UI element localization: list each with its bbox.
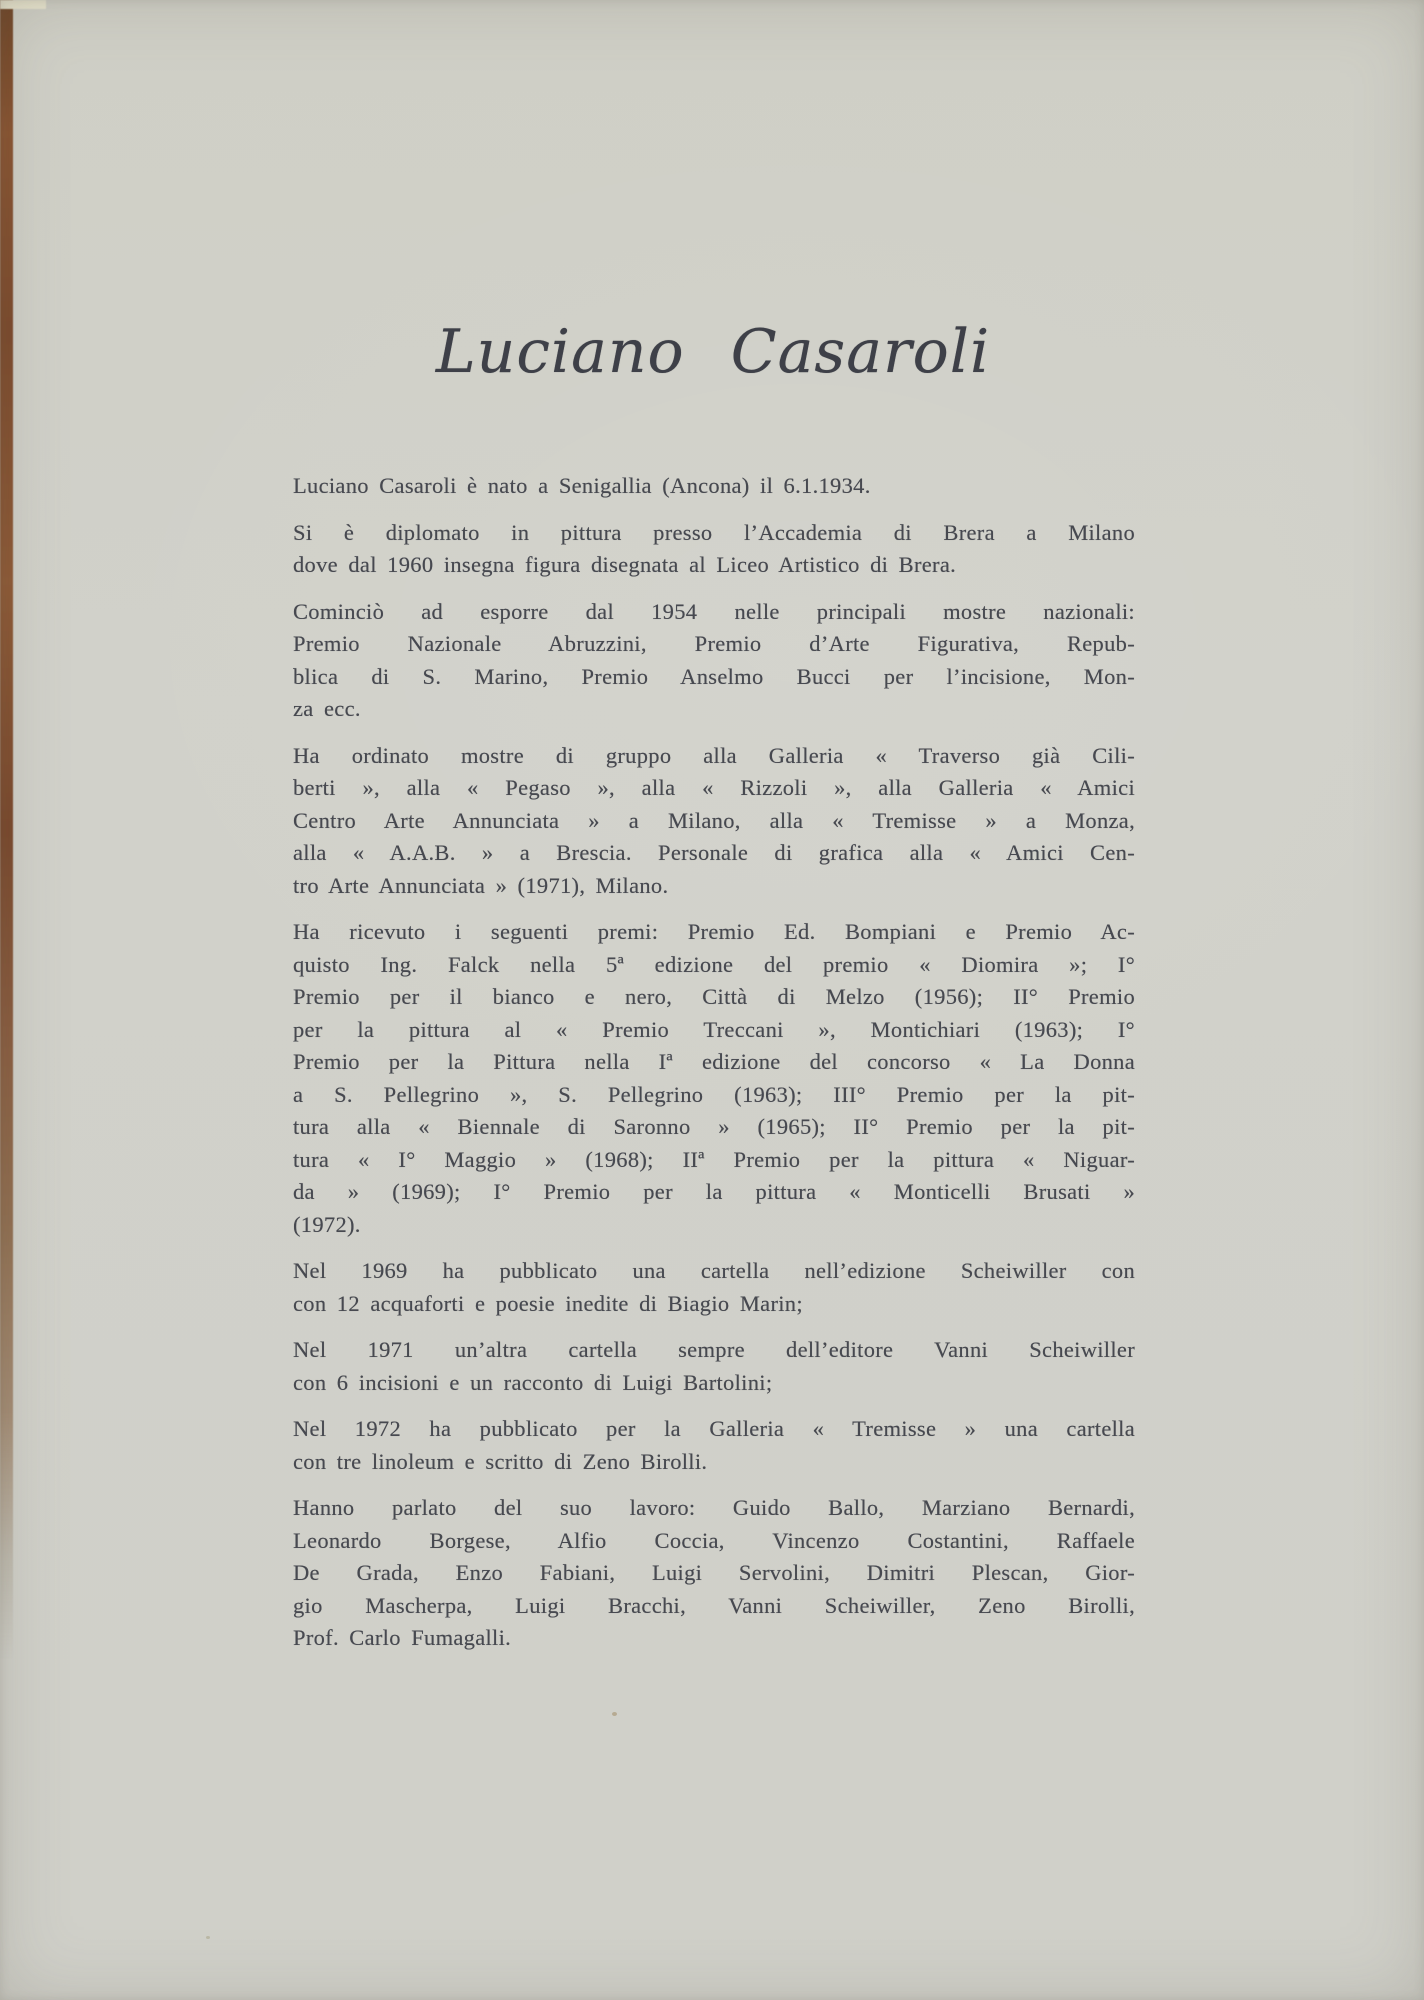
scan-corner-notch [0, 0, 46, 9]
text-line: De Grada, Enzo Fabiani, Luigi Servolini, Dimitri Plescan, Gior- [293, 1560, 1135, 1585]
scan-speck [206, 1936, 210, 1939]
text-line: con tre linoleum e scritto di Zeno Birolli. [293, 1448, 708, 1474]
text-line: Cominciò ad esporre dal 1954 nelle principali mostre nazionali: [293, 598, 1135, 624]
paragraph [293, 1492, 1135, 1655]
text-line: a S. Pellegrino », S. Pellegrino (1963); III° Premio per la pit- [293, 1081, 1135, 1107]
text-line: Leonardo Borgese, Alfio Coccia, Vincenzo Costantini, Raffaele [293, 1527, 1135, 1553]
paragraph [293, 470, 1135, 503]
text-line: Hanno parlato del suo lavoro: Guido Ballo, Marziano Bernardi, [293, 1495, 1135, 1520]
text-line: Premio per il bianco e nero, Città di Melzo (1956); II° Premio [293, 984, 1135, 1009]
text-line: per la pittura al « Premio Treccani », Montichiari (1963); I° [293, 1016, 1135, 1042]
text-line: blica di S. Marino, Premio Anselmo Bucci per l’incisione, Mon- [293, 663, 1135, 689]
text-line: Nel 1969 ha pubblicato una cartella nell’edizione Scheiwiller con [293, 1258, 1135, 1283]
text-line: quisto Ing. Falck nella 5ª edizione del premio « Diomira »; I° [293, 951, 1135, 977]
text-line: con 6 incisioni e un racconto di Luigi Bartolini; [293, 1369, 773, 1395]
text-line: za ecc. [293, 696, 361, 721]
paragraph [293, 740, 1135, 903]
paragraph [293, 596, 1135, 726]
text-line: dove dal 1960 insegna figura disegnata al Liceo Artistico di Brera. [293, 552, 957, 577]
page-title: Luciano Casaroli [435, 317, 991, 387]
paragraph [293, 1413, 1135, 1478]
scan-left-edge [0, 0, 13, 1660]
text-line: Premio Nazionale Abruzzini, Premio d’Arte Figurativa, Repub- [293, 631, 1135, 656]
text-line: Si è diplomato in pittura presso l’Accademia di Brera a Milano [293, 519, 1135, 545]
biography-text [293, 470, 1135, 1669]
text-line: (1972). [293, 1211, 361, 1237]
text-line: gio Mascherpa, Luigi Bracchi, Vanni Scheiwiller, Zeno Birolli, [293, 1592, 1135, 1618]
paragraph [293, 1255, 1135, 1320]
scan-speck [612, 1712, 617, 1716]
paragraph [293, 1334, 1135, 1399]
text-line: Centro Arte Annunciata » a Milano, alla « Tremisse » a Monza, [293, 807, 1135, 833]
text-line: con 12 acquaforti e poesie inedite di Biagio Marin; [293, 1290, 803, 1316]
text-line: berti », alla « Pegaso », alla « Rizzoli », alla Galleria « Amici [293, 775, 1135, 800]
text-line: Ha ordinato mostre di gruppo alla Galleria « Traverso già Cili- [293, 742, 1135, 768]
text-line: alla « A.A.B. » a Brescia. Personale di grafica alla « Amici Cen- [293, 840, 1135, 865]
text-line: Luciano Casaroli è nato a Senigallia (Ancona) il 6.1.1934. [293, 473, 871, 498]
text-line: Prof. Carlo Fumagalli. [293, 1625, 512, 1650]
text-line: Ha ricevuto i seguenti premi: Premio Ed. Bompiani e Premio Ac- [293, 919, 1135, 944]
paragraph [293, 517, 1135, 582]
text-line: Premio per la Pittura nella Iª edizione del concorso « La Donna [293, 1049, 1135, 1074]
text-line: da » (1969); I° Premio per la pittura « Monticelli Brusati » [293, 1179, 1135, 1204]
text-line: tura alla « Biennale di Saronno » (1965); II° Premio per la pit- [293, 1114, 1135, 1139]
paragraph [293, 916, 1135, 1241]
text-line: tura « I° Maggio » (1968); IIª Premio per la pittura « Niguar- [293, 1146, 1135, 1172]
text-line: tro Arte Annunciata » (1971), Milano. [293, 872, 669, 898]
text-line: Nel 1971 un’altra cartella sempre dell’editore Vanni Scheiwiller [293, 1337, 1135, 1362]
text-line: Nel 1972 ha pubblicato per la Galleria « Tremisse » una cartella [293, 1416, 1135, 1441]
